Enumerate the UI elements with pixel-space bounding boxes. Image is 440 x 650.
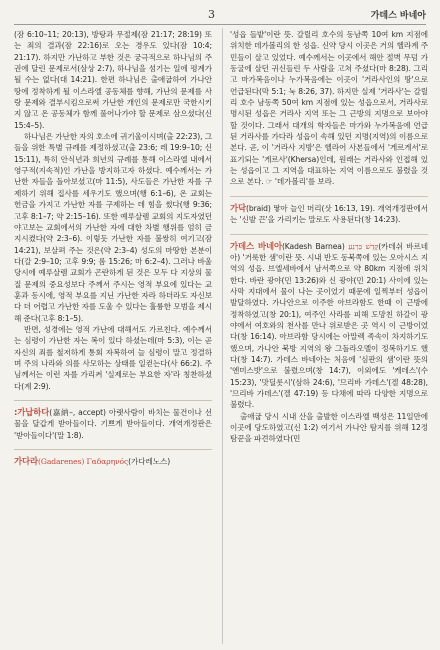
right-column [230,29,428,645]
entry-text: (braid) 땋아 늘인 머리(삿 16:13, 19). 개역개정판에서는 '신발 끈'을 가리키는 말로도 사용된다(창 14:23). [230,203,428,225]
entry-text: (카데쉬 바르네아) '거룩한 샘'이란 뜻. 시내 반도 동북쪽에 있는 오아시스 지역의 성읍. 브엘세바에서 남서쪽으로 약 80km 지점에 위치한다. 바란 광야(민 13:26)와 신 광야(민 20:1) 사이에 있는 사막 지대에서 물이 나는 곳이었기 때문에 일찍부터 성읍이 발달하였다. 가나안으로 이주한 아브라함도 한때 이 근방에 정착하였고(창 20:1), 여주인 사라를 피해 도망친 하갈이 광야에서 여호와의 천사를 만나 위로받은 곳 역시 이 근방이었다(창 16:14). 아브라함 당시에는 아말렉 족속이 차지하기도 했으며, 가나안 북방 지역의 왕 그돌라오멜이 정복하기도 했다(창 14:7). 가데스 바네아는 처음에 '심판의 샘'이란 뜻의 '엔미스밧'으로 불렸으며(창 14:7), 이외에도 '케데스'(수 15:23), '맛딜롯시'(삼하 24:6), '므리바 가데스'(겔 48:28), '므리바 가데스'(겔 47:19) 등 다채에 따라 다양한 지명으로 불렸다. [230,241,428,410]
paragraph: (잠 6:10–11; 20:13), 방탕과 무절제(잠 21:17; 28:19) 또는 죄의 결과(잠 22:16)로 오는 경우도 있다(잠 10:4; 21:17). 하지만 가난하고 부한 것은 궁극적으로 하나님의 주권에 달린 문제로서(삼상 2:7), 하나님을 섬기는 일에 평계가 될 수는 없다(대 14:21). 한편 하나님은 출애굽하여 가나안 땅에 정착하게 될 이스라엘 공동체를 향해, 가난의 문제를 사랑 문제와 결부시킴으로써 가난한 개인의 문제로만 국한시키지 않고 온 공동체가 함께 풀어나가야 할 문제로 삼으셨다(신 15:4–5). [14,30,212,130]
entry-latin: (Kadesh Barnea) [281,241,349,251]
entry-text: (가다레노스) [128,457,171,467]
dictionary-entry-gadara [14,456,212,467]
entry-headword: 가다라 [14,456,38,467]
paragraph: 출애굽 당시 시내 산을 출발한 이스라엘 백성은 11일만에 이곳에 당도하였고(신 1:2) 여기서 가나안 탐지를 위해 12정탐꾼을 파견하였다(민 [230,411,428,444]
entry-headword: 가데스 바네아 [230,240,282,251]
column-divider [222,28,223,644]
entry-greek: (Gadarenes) Γαδαρηνός [37,457,129,467]
paragraph: '성읍 들밭'이란 뜻. 갈릴리 호수의 동남쪽 10여 km 지점에 위치한 데가볼리의 한 성읍. 신약 당시 이곳은 거의 헬라계 주민들이 살고 있었다. 예수께서는 이곳에서 해안 절벽 무덤 가 동굴에 살던 귀신들린 두 사람을 고쳐 주셨다(마 8:28). 그리고 마가복음이나 누가복음에는 이곳이 '거라사인의 땅'으로 언급된다(막 5:1; 눅 8:26, 37). 하지만 실제 '거라사'는 갈릴리 호수 남동쪽 50여 km 지점에 있는 성읍으로서, 거라사로 명시된 성읍은 거라사 지역 또는 그 근방의 지명으로 보아야 할 것이다. 그래서 대개의 학자들은 마가와 누가복음에 언급된 거라사를 가다라 성읍이 속해 있던 지명(지역)의 이름으로 본다. 곧, 이 '거라사 지방'은 헬라어 사본들에서 '게르게서'로 표기되는 '게르사'(Khersa)인데, 원래는 거라사와 인접해 있는 성읍이고 그 지역을 대표하는 지역 이름으로도 불렸을 것으로 본다. ☞ '데가볼리'를 보라. [230,30,428,187]
dictionary-entry-gaknan [14,407,212,441]
dictionary-entry-gatak [230,203,428,226]
entry-divider [230,196,428,197]
entry-headword: 가닥 [230,202,246,213]
dictionary-entry-kadesh [230,241,428,411]
entry-divider [14,400,212,401]
left-column [14,29,212,645]
paragraph: 반면, 성경에는 영적 가난에 대해서도 가르친다. 예수께서는 심령이 가난한 자는 복이 있다 하셨는데(마 5:3), 이는 곧 자신의 죄를 철저하게 통회 자복하여 늘 심령이 말고 정결하며 주의 나라와 의를 사모하는 상태를 일컫는다(사 66:2). 주님께서는 이런 자를 가리켜 '실제로는 부요한 자'라 칭찬하셨다(계 2:9). [14,324,212,391]
entry-headword: :가납하다 [14,407,50,417]
entry-text: (嘉納–, accept) 아랫사람이 바치는 물건이나 선물을 달갑게 받아들이다. 기쁘게 받아들이다. 개역개정판은 '받아들이다'(말 1:8). [14,408,212,440]
page-number: 3 [208,8,215,21]
header-rule [14,24,426,25]
entry-hebrew: קָדֵשׁ בַּרְנֵעַ [348,241,379,251]
entry-divider [14,449,212,450]
entry-divider [230,234,428,235]
running-head: 가데스 바네아 [370,11,426,21]
paragraph: 하나님은 가난한 자의 호소에 귀기울이시며(출 22:23), 그들을 위한 특별 규례를 제정하셨고(출 23:6; 레 19:9–10; 신 15:11), 특히 안식년과 희년의 규례를 통해 이스라엘 내에서 영구적(지속적)인 가난을 방지하고자 하셨다. 예수께서는 가난한 자들을 돌아보셨고(마 11:5), 사도들은 가난한 자를 구제하기 위해 집사를 세우기도 했으며(행 6:1–6), 온 교회는 헌금을 가지고 가난한 자를 구제하는 데 힘을 썼다(행 9:36; 고후 8:1–7; 약 2:15–16). 또한 예루살렘 교회의 지도자였던 야고보는 교회에서의 가난한 자에 대한 차별 행위를 엄히 금지시켰다(약 2:3–6). 이렇듯 가난한 자를 불쌍히 여기고(잠 14:21), 보살펴 주는 것은(약 2:3–4) 성도의 마땅한 본분이다(갈 2:9–10; 고후 9:9; 롬 15:26; 마 6:2–4). 그러나 바울 당시에 예루살렘 교회가 곤란하게 된 것은 모두 다 지상의 물질 문제의 중요성보다 주께서 주시는 영적 부요에 있다는 교훈과 동시에, 영적 부요를 지닌 가난한 자라 하더라도 자신보다 더 어렵고 가난한 자를 도울 수 있다는 훌륭한 모범을 제시해 준다(고후 8:1–5). [14,132,212,323]
